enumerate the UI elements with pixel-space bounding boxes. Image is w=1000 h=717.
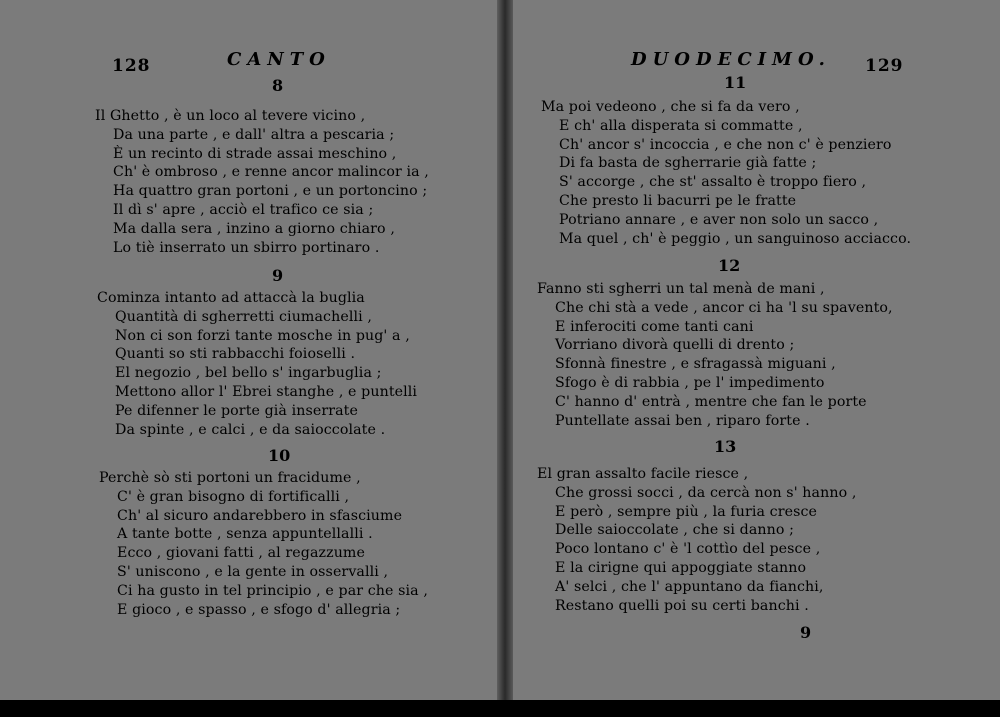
verse-line: Poco lontano c' è 'l cottìo del pesce , [555, 541, 821, 558]
verse-line: El negozio , bel bello s' ingarbuglia ; [115, 365, 382, 382]
verse-line: C' hanno d' entrà , mentre che fan le porte [555, 393, 867, 410]
verse-line: Puntellate assai ben , riparo forte . [555, 412, 810, 429]
verse-line: C' è gran bisogno di fortificalli , [117, 488, 350, 505]
verse-line: Delle saioccolate , che si danno ; [555, 522, 794, 539]
verse-line: Restano quelli poi su certi banchi . [555, 597, 809, 614]
verse-line: Sfogo è di rabbia , pe l' impedimento [555, 374, 825, 391]
left-page [0, 0, 498, 700]
right-page [513, 0, 1000, 700]
catchword: 9 [800, 623, 812, 642]
page-number: 129 [865, 56, 904, 76]
verse-line: Ma poi vedeono , che si fa da vero , [541, 99, 800, 115]
stanza [97, 289, 417, 439]
verse-line: Pe difenner le porte già inserrate [115, 402, 358, 419]
verse-line: Vorriano divorà quelli di drento ; [555, 337, 795, 354]
stanza [541, 98, 911, 248]
verse-line: Ecco , giovani fatti , al regazzume [117, 545, 365, 562]
stanza-number: 10 [268, 446, 291, 465]
verse-line: Ha quattro gran portoni , e un portoncino ; [113, 183, 428, 200]
verse-line: E inferociti come tanti cani [555, 318, 754, 335]
verse-line: Fanno sti sgherri un tal menà de mani , [537, 281, 825, 297]
stanza [95, 107, 429, 257]
verse-line: S' uniscono , e la gente in osservalli , [117, 563, 389, 580]
verse-line: Ma quel , ch' è peggio , un sanguinoso acciacco. [559, 230, 912, 247]
verse-line: Ch' ancor s' incoccia , e che non c' è penziero [559, 136, 892, 153]
verse-line: Sfonnà finestre , e sfragassà miguani , [555, 356, 836, 373]
stanza-number: 11 [724, 73, 747, 92]
stanza-number: 12 [718, 256, 741, 275]
stanza-number: 9 [272, 266, 284, 285]
verse-line: Perchè sò sti portoni un fracidume , [99, 470, 361, 486]
verse-line: Da una parte , e dall' altra a pescaria ; [113, 126, 395, 143]
verse-line: Ci ha gusto in tel principio , e par che sia , [117, 582, 428, 599]
stanza [99, 469, 428, 619]
verse-line: Mettono allor l' Ebrei stanghe , e puntelli [115, 383, 418, 400]
stanza [537, 280, 893, 430]
running-head: CANTO [227, 49, 331, 70]
verse-line: Ma dalla sera , inzino a giorno chiaro , [113, 220, 395, 237]
verse-line: Non ci son forzi tante mosche in pug' a , [115, 327, 410, 344]
book-gutter [497, 0, 513, 700]
verse-line: Il dì s' apre , acciò el trafico ce sia ; [113, 201, 374, 218]
verse-line: Lo tiè inserrato un sbirro portinaro . [113, 239, 380, 256]
scan-border [0, 700, 1000, 717]
verse-line: Il Ghetto , è un loco al tevere vicino , [95, 108, 366, 124]
verse-line: E la cirigne qui appoggiate stanno [555, 559, 807, 576]
verse-line: Ch' al sicuro andarebbero in sfasciume [117, 507, 403, 524]
verse-line: Che presto li bacurri pe le fratte [559, 192, 797, 209]
verse-line: S' accorge , che st' assalto è troppo fiero , [559, 174, 867, 191]
verse-line: Da spinte , e calci , e da saioccolate . [115, 421, 386, 438]
page-number: 128 [112, 56, 151, 76]
stanza-number: 8 [272, 76, 284, 95]
verse-line: El gran assalto facile riesce , [537, 466, 749, 482]
running-head: DUODECIMO. [631, 49, 831, 70]
verse-line: Ch' è ombroso , e renne ancor malincor ia , [113, 164, 429, 181]
verse-line: A' selci , che l' appuntano da fianchi, [555, 578, 824, 595]
stanza-number: 13 [714, 437, 737, 456]
verse-line: Potriano annare , e aver non solo un sacco , [559, 211, 879, 228]
verse-line: Che chi stà a vede , ancor ci ha 'l su spavento, [555, 299, 893, 316]
verse-line: Di fa basta de sgherrarie già fatte ; [559, 155, 817, 172]
stanza [537, 465, 856, 615]
verse-line: Quanti so sti rabbacchi foioselli . [115, 346, 356, 363]
verse-line: Che grossi socci , da cercà non s' hanno , [555, 484, 857, 501]
verse-line: E però , sempre più , la furia cresce [555, 503, 818, 520]
verse-line: A tante botte , senza appuntellalli . [117, 526, 373, 543]
verse-line: Quantità di sgherretti ciumachelli , [115, 308, 372, 325]
verse-line: E ch' alla disperata si commatte , [559, 117, 803, 134]
verse-line: E gioco , e spasso , e sfogo d' allegria ; [117, 601, 401, 618]
verse-line: È un recinto di strade assai meschino , [113, 145, 397, 162]
verse-line: Cominza intanto ad attaccà la buglia [97, 290, 365, 306]
